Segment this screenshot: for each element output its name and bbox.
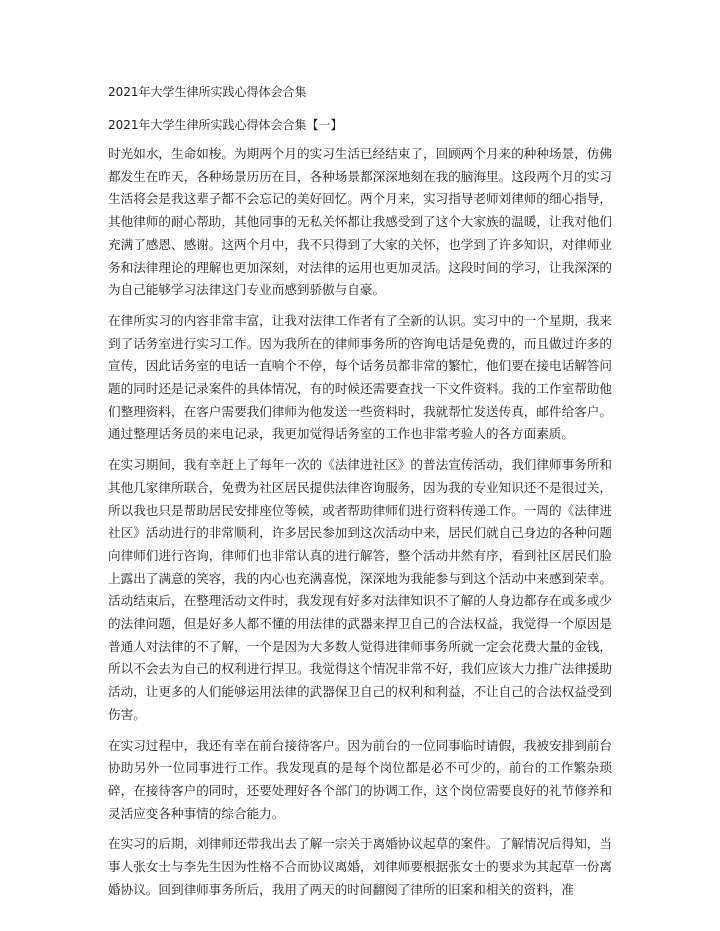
paragraph: 在实习过程中，我还有幸在前台接待客户。因为前台的一位同事临时请假，我被安排到前台协助另外一位同事进行工作。我发现真的是每个岗位都是必不可少的，前台的工作繁杂琐碎，在接待客户的同时，还要处理好各个部门的协调工作，这个岗位需要良好的礼节修养和灵活应变各种事情的综合能力。 — [108, 737, 612, 821]
section-heading: 2021年大学生律所实践心得体会合集【一】 — [108, 118, 343, 132]
paragraph: 在实习的后期，刘律师还带我出去了解一宗关于离婚协议起草的案件。了解情况后得知，当事人张女士与李先生因为性格不合而协议离婚，刘律师要根据张女士的要求为其起草一份离婚协议。回到律师事务所后，我用了两天的时间翻阅了律所的旧案和相关的资料，准 — [108, 836, 612, 897]
paragraph: 在实习期间，我有幸赶上了每年一次的《法律进社区》的普法宣传活动，我们律师事务所和其他几家律所联合，免费为社区居民提供法律咨询服务，因为我的专业知识还不是很过关，所以我也只是帮助居民安排座位等候，或者帮助律师们进行资料传递工作。一周的《法律进社区》活动进行的非常顺利，许多居民参加到这次活动中来，居民们就自己身边的各种问题向律师们进行咨询，律师们也非常认真的进行解答，整个活动井然有序，看到社区居民们脸上露出了满意的笑容，我的内心也充满喜悦，深深地为我能参与到这个活动中来感到荣幸。活动结束后，在整理活动文件时，我发现有好多对法律知识不了解的人身边都存在或多或少的法律问题，但是好多人都不懂的用法律的武器来捍卫自己的合法权益，我觉得一个原因是普通人对法律的不了解，一个是因为大多数人觉得进律师事务所就一定会花费大量的金钱，所以不会去为自己的权利进行捍卫。我觉得这个情况非常不好，我们应该大力推广法律援助活动，让更多的人们能够运用法律的武器保卫自己的权利和利益，不让自己的合法权益受到伤害。 — [108, 457, 612, 722]
paragraph: 在律所实习的内容非常丰富，让我对法律工作者有了全新的认识。实习中的一个星期，我来到了话务室进行实习工作。因为我所在的律师事务所的咨询电话是免费的，而且做过许多的宣传，因此话务室的电话一直响个不停，每个话务员都非常的繁忙，他们要在接电话解答问题的同时还是记录案件的具体情况，有的时候还需要查找一下文件资料。我的工作室帮助他们整理资料，在客户需要我们律师为他发送一些资料时，我就帮忙发送传真，邮件给客户。通过整理话务员的来电记录，我更加觉得话务室的工作也非常考验人的各方面素质。 — [108, 312, 612, 442]
paragraph: 时光如水，生命如梭。为期两个月的实习生活已经结束了，回顾两个月来的种种场景，仿佛都发生在昨天，各种场景历历在目，各种场景都深深地刻在我的脑海里。这段两个月的实习生活将会是我这辈子都不会忘记的美好回忆。两个月来，实习指导老师刘律师的细心指导，其他律师的耐心帮助，其他同事的无私关怀都让我感受到了这个大家族的温暖，让我对他们充满了感恩、感谢。这两个月中，我不只得到了大家的关怀，也学到了许多知识，对律师业务和法律理论的理解也更加深刻，对法律的运用也更加灵活。这段时间的学习，让我深深的为自己能够学习法律这门专业而感到骄傲与自豪。 — [108, 146, 612, 298]
document-title: 2021年大学生律所实践心得体会合集 — [108, 85, 307, 99]
